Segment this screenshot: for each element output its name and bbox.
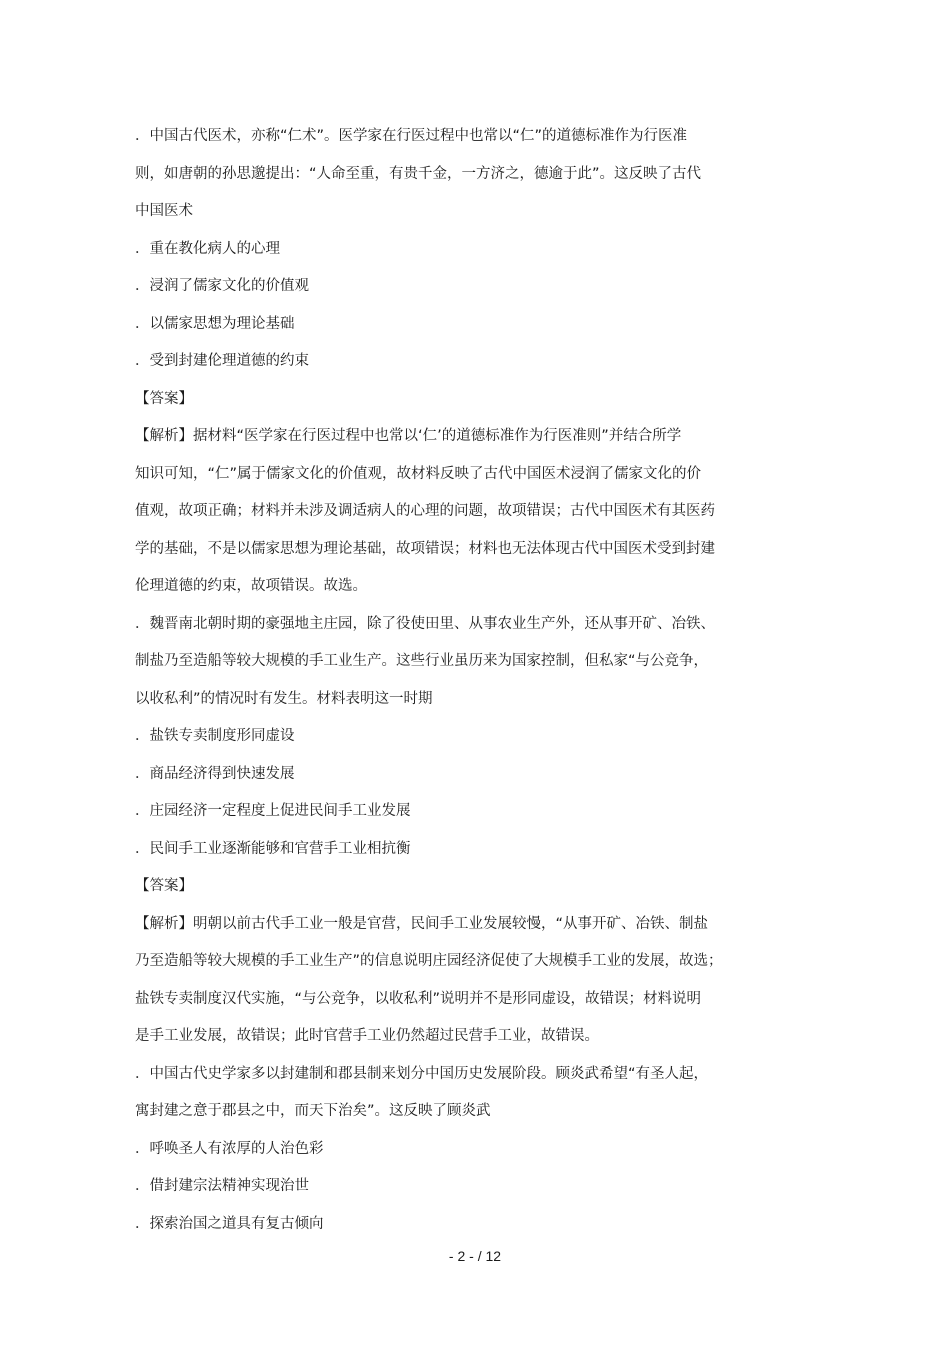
- document-body: [135, 118, 745, 1243]
- text-line: 【答案】: [135, 390, 193, 407]
- text-line: 制盐乃至造船等较大规模的手工业生产。这些行业虽历来为国家控制，但私家“与公竞争，: [135, 653, 709, 669]
- text-line: ．魏晋南北朝时期的豪强地主庄园，除了役使田里、从事农业生产外，还从事开矿、冶铁、: [135, 615, 715, 632]
- text-line: 学的基础，不是以儒家思想为理论基础，故项错误；材料也无法体现古代中国医术受到封建: [135, 540, 715, 557]
- text-line: 【解析】明朝以前古代手工业一般是官营，民间手工业发展较慢，“从事开矿、冶铁、制盐: [135, 915, 709, 932]
- text-line: ．中国古代史学家多以封建制和郡县制来划分中国历史发展阶段。顾炎武希望“有圣人起，: [135, 1065, 709, 1082]
- text-line: 中国医术: [135, 203, 193, 219]
- text-line: 知识可知，“仁”属于儒家文化的价值观，故材料反映了古代中国医术浸润了儒家文化的价: [135, 465, 702, 482]
- text-line: ．盐铁专卖制度形同虚设: [135, 728, 295, 744]
- text-line: ．以儒家思想为理论基础: [135, 315, 295, 332]
- page-number: - 2 - / 12: [448, 1248, 502, 1264]
- text-line: ．受到封建伦理道德的约束: [135, 353, 309, 369]
- text-line: 则，如唐朝的孙思邈提出：“人命至重，有贵千金，一方济之，德逾于此”。这反映了古代: [135, 165, 702, 182]
- text-line: 【解析】据材料“医学家在行医过程中也常以‘仁’的道德标准作为行医准则”并结合所学: [135, 428, 682, 444]
- text-line: ．商品经济得到快速发展: [135, 765, 295, 782]
- text-line: 乃至造船等较大规模的手工业生产”的信息说明庄园经济促使了大规模手工业的发展，故选；: [135, 953, 723, 969]
- text-line: 伦理道德的约束，故项错误。故选。: [135, 578, 367, 594]
- text-line: 寓封建之意于郡县之中，而天下治矣”。这反映了顾炎武: [135, 1103, 491, 1119]
- text-line: 盐铁专卖制度汉代实施，“与公竞争，以收私利”说明并不是形同虚设，故错误；材料说明: [135, 990, 702, 1007]
- text-line: ．借封建宗法精神实现治世: [135, 1178, 309, 1194]
- text-line: ．中国古代医术，亦称“仁术”。医学家在行医过程中也常以“仁”的道德标准作为行医准: [135, 128, 688, 144]
- text-line: ．重在教化病人的心理: [135, 240, 280, 257]
- text-line: 是手工业发展，故错误；此时官营手工业仍然超过民营手工业，故错误。: [135, 1028, 599, 1044]
- text-line: 以收私利”的情况时有发生。材料表明这一时期: [135, 690, 433, 707]
- text-line: 值观，故项正确；材料并未涉及调适病人的心理的问题，故项错误；古代中国医术有其医药: [135, 503, 715, 519]
- text-line: ．民间手工业逐渐能够和官营手工业相抗衡: [135, 840, 411, 857]
- text-line: ．探索治国之道具有复古倾向: [135, 1215, 324, 1232]
- text-line: 【答案】: [135, 878, 193, 894]
- text-line: ．浸润了儒家文化的价值观: [135, 278, 309, 294]
- text-line: ．呼唤圣人有浓厚的人治色彩: [135, 1140, 324, 1157]
- text-line: ．庄园经济一定程度上促进民间手工业发展: [135, 803, 411, 819]
